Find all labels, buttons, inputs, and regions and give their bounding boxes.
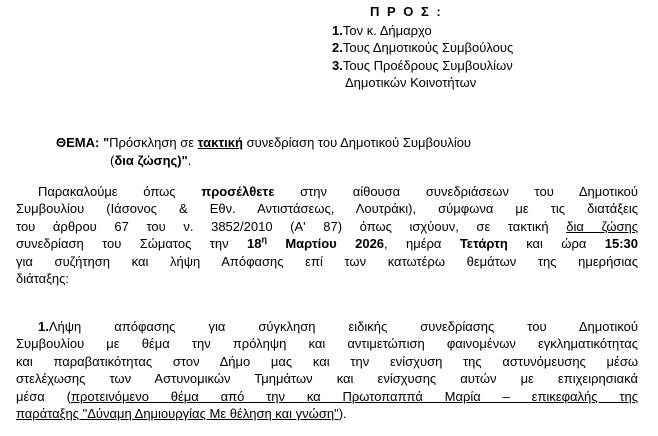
text-run: και ώρα [507, 236, 605, 252]
paragraph-line [16, 388, 638, 405]
meeting-weekday: Τετάρτη [459, 236, 508, 252]
recipient-text: Τους Δημοτικούς Συμβούλους [342, 40, 514, 55]
recipient-text: Τον κ. Δήμαρχο [342, 22, 432, 38]
subject-text: συνεδρίαση του Δημοτικού Συμβουλίου [242, 135, 472, 150]
paragraph-line: Συμβουλίου με θέμα την πρόληψη και αντιμετώπιση φαινομένων εγκληματικότητας [16, 336, 638, 352]
subject-paren-close: )" [177, 152, 188, 168]
recipient-item [332, 39, 652, 57]
text-run-underlined: προτεινόμενο θέμα από την κα Πρωτοπαππά Μαρία – επικεφαλής της [70, 388, 638, 404]
recipients-block [332, 3, 652, 92]
text-run: ). [338, 406, 347, 422]
recipient-number: 1. [332, 22, 343, 38]
recipient-number: 2. [332, 40, 343, 55]
paragraph-line: για συζήτηση και λήψη Απόφασης επί των κατωτέρω θεμάτων της ημερήσιας [16, 253, 638, 269]
recipient-item [332, 22, 652, 40]
subject-paren-open: ( [110, 152, 115, 168]
paragraph-line: και παραβατικότητας στον Δήμο μας και την ενίσχυση της αστυνόμευσης μέσω [16, 353, 638, 369]
paragraph-line [16, 235, 638, 252]
subject-period: . [187, 152, 192, 168]
recipient-text-continued: Δημοτικών Κοινοτήτων [345, 75, 477, 90]
meeting-day: 18 [246, 236, 262, 252]
text-run: μέσα ( [16, 388, 71, 404]
recipient-number: 3. [332, 57, 343, 73]
subject-text: Πρόσκληση σε [109, 135, 198, 150]
text-run: Λήψη απόφασης για σύγκληση ειδικής συνεδρίασης του Δημοτικού [48, 319, 638, 334]
paragraph-line [16, 405, 638, 422]
text-run: , ημέρα [384, 236, 460, 252]
paragraph-line: διάταξης: [16, 271, 70, 287]
text-run: συνεδρίαση του Σώματος την [16, 236, 247, 252]
invitation-paragraph [16, 183, 638, 287]
subject-mode: δια ζώσης [114, 152, 178, 168]
meeting-month-year: Μαρτίου 2026 [266, 236, 385, 252]
meeting-time: 15:30 [604, 236, 638, 252]
subject-line-1 [56, 134, 616, 152]
paragraph-line: στελέχωσης των Αστυνομικών Τμημάτων και ενίσχυσης αυτών με επιχειρησιακά [16, 371, 638, 387]
paragraph-line: Συμβουλίου (Ιάσονος & Εθν. Αντιστάσεως, Λουτράκι), σύμφωνα με τις διατάξεις [16, 201, 638, 217]
agenda-number: 1. [38, 319, 49, 334]
subject-emphasis: τακτική [197, 135, 243, 150]
text-run-underlined: παράταξης "Δύναμη Δημιουργίας Με θέληση και γνώση" [16, 406, 339, 422]
ordinal-suffix: η [261, 234, 267, 245]
paragraph-line [16, 183, 638, 200]
agenda-item-1 [16, 318, 638, 422]
recipient-item [332, 57, 652, 75]
text-run-underlined: δια ζώσης [566, 218, 638, 234]
text-run: του άρθρου 67 του ν. 3852/2010 (Α' 87) όπως ισχύουν, σε τακτική [16, 218, 567, 234]
subject-line-2 [56, 152, 616, 170]
text-run: στην αίθουσα συνεδριάσεων του Δημοτικού [274, 184, 638, 199]
text-run: Παρακαλούμε όπως [38, 184, 202, 199]
subject-label: ΘΕΜΑ: " [56, 135, 110, 150]
recipients-heading: Π Ρ Ο Σ : [370, 4, 443, 19]
paragraph-line [16, 218, 638, 235]
subject-block [56, 134, 616, 169]
paragraph-line [16, 318, 638, 335]
text-run-bold: προσέλθετε [201, 184, 275, 199]
recipient-text: Τους Προέδρους Συμβουλίων [342, 57, 513, 73]
